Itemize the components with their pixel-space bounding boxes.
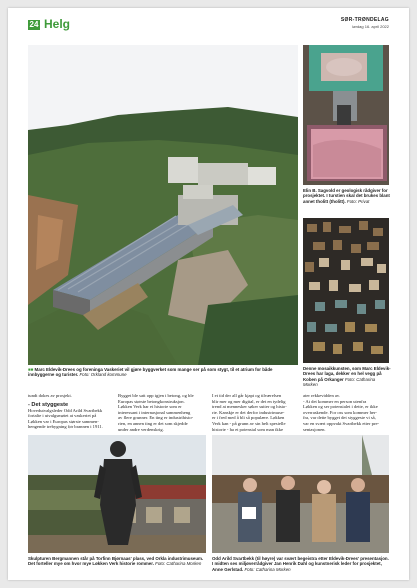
mosaic-caption-credit: Foto: Catharina Morken [303,376,376,388]
main-caption-credit: Foto: Orkland kommune [79,372,127,378]
col1-line: Løkken var i Europas største sammen- [28,418,99,424]
col3-line: I et tid der all går kjapt og tilværelsen [212,393,282,398]
col2-line: Bygget ble satt opp igjen i betong, og ble [118,393,194,398]
col1-line: hengende trebygning før brannen i 1911. [28,424,103,430]
group-graphic [212,435,389,553]
main-caption-text: Marc Eldevik-Drees og foreninga Vaskeriet vil gjøre byggverket som mange ser på som stygt, til et atrium for både innbyggerne og turister. [28,367,273,378]
col4-line: ater rekkevidden av. [303,393,341,398]
col4-line: overraskende. For oss som kommer her- [303,409,377,415]
col4-line: Løkken og ser potensialet i dette, er ikke [303,404,378,410]
col4-line: fra, var dette bygget det styggeste vi så, [303,415,376,421]
group-caption-text: Odd Arild Svartbekk (til høyre) var svært begeistra etter Eldevik-Drees' presentasjon. I midten ses miljøverrådgiver Jan Henrik Dahl og kunstnerisk leder for prosjektet, Anne Gerlstad. [212,556,389,572]
col2-line: interessant i internasjonal sammenheng [118,409,191,415]
newspaper-name: SØR-TRØNDELAG [340,17,389,23]
aerial-photo-graphic [28,45,298,365]
group-caption-credit: Foto: Catharina Morken [244,566,291,572]
mosaic-art-photo [303,218,389,363]
col1-line: tundt dokes av prosjekt. [28,393,72,398]
col3-line: er i fred med å bli så populære. Løkken [212,415,285,421]
col4-line: var en svært oppvakt Svartbekk etter pre- [303,420,380,426]
article-column-4 [303,393,391,432]
col2-line: Løkken Verk har ei historie som er [118,404,182,410]
col3-line: Verk kan - på grunn av sin helt spesielle [212,420,286,426]
col1-line: fortalte i utvalgsmøtet at vaskeriet på [28,413,97,419]
ore-caption-text: Elin B. Sagvold er geologisk rådgiver for prosjektet. I turstien skal det brukes blant annet tholitt (tholitt). [303,188,390,204]
article-column-3 [212,393,300,432]
col2-line: rien, en annen ting er det som skjedde [118,420,188,426]
section-title: Helg [44,17,71,31]
col3-line: rie. Kanskje er det derfor industrimuse- [212,409,285,415]
statue-graphic [28,435,206,553]
ore-crusher-graphic [303,45,389,185]
subheading-det-styggeste: - Det styggeste [28,401,69,408]
page-number-badge: 24 [29,20,39,29]
mosaic-graphic [303,218,389,363]
col3-line: historie - ha et potensial som man ikke [212,426,284,432]
main-photo-caption [28,367,298,378]
group-photo [212,435,389,553]
ore-crusher-caption [303,188,391,204]
ore-crusher-photo [303,45,389,185]
col3-line: trend at mennesker søker sutter og histo- [212,404,287,410]
group-caption [212,556,389,572]
aerial-photo-vaskeriet [28,45,298,365]
col3-line: blir mer og mer digital, er det en tydelig [212,398,286,404]
mosaic-caption [303,366,391,388]
mosaic-caption-text: Denne mosaikkunsten, som Marc Eldevik-Drees har laga, dekker en hel vegg på Koben på Orkanger [303,366,391,382]
col2-line: av flere grunner. En ting er industrihisto- [118,415,194,421]
statue-caption-credit: Foto: Catharina Morken [155,561,202,567]
statue-caption-text: Skulpturen Bergmannen står på Torfinn Bjørnaas' plass, ved Orkla industrimuseum. Det forteller mye om hvor mye Løkken Verk historie rommer. [28,556,204,567]
col1-line: Hovedutvalgsleder Odd Arild Svartbekk [28,407,103,413]
col2-line: Europas største betongkonstruksjon. [118,398,185,404]
article-column-1 [28,393,112,430]
col4-line: sentasjonen. [303,426,326,432]
issue-date: lørdag 16. april 2022 [352,24,389,29]
col4-line: - At det kommer en person utenfra [303,398,367,404]
article-column-2 [118,393,206,432]
col2-line: under andre verdenskrig. [118,426,164,432]
bergmannen-statue-photo [28,435,206,553]
ore-caption-credit: Foto: Privat [346,198,370,204]
statue-caption [28,556,206,567]
caption-marker: ■■ [28,367,34,372]
